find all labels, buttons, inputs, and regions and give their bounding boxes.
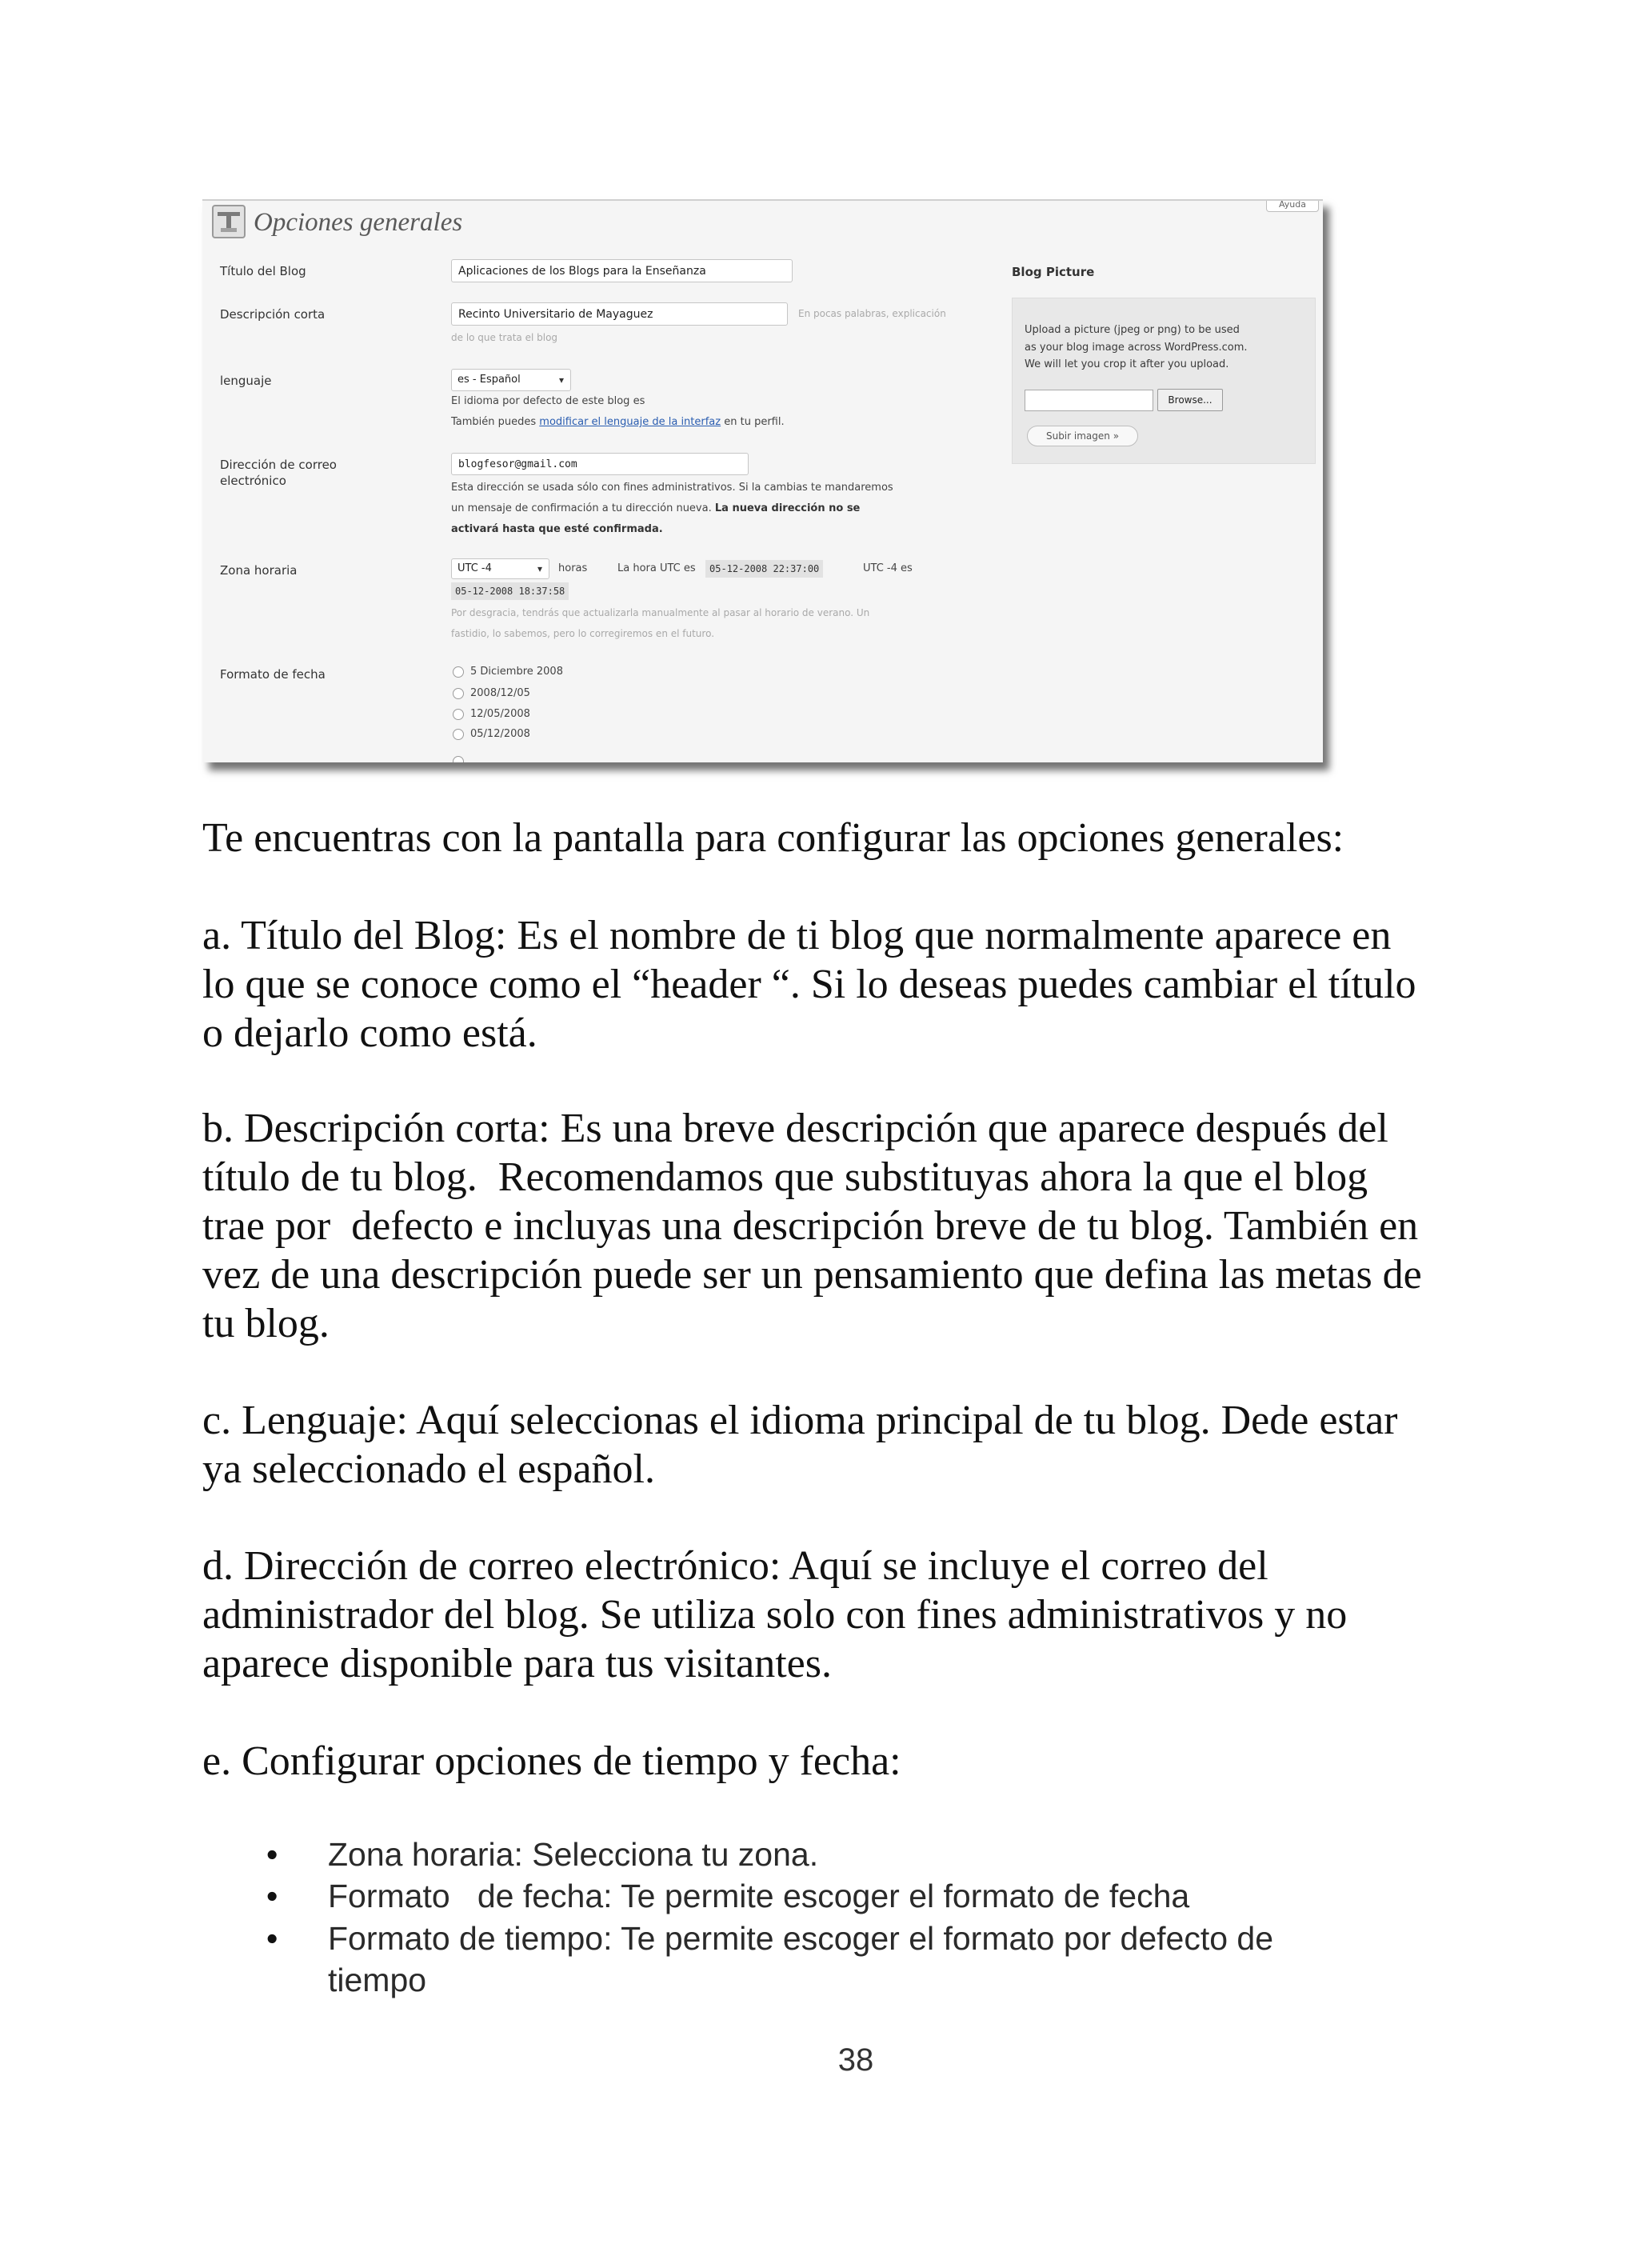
paragraph-line: Te encuentras con la pantalla para configurar las opciones generales: (202, 815, 1344, 861)
date-format-option: 5 Diciembre 2008 (470, 666, 563, 678)
file-path-input[interactable] (1025, 390, 1153, 411)
browse-button[interactable]: Browse... (1157, 389, 1223, 411)
bullet-item-date-format (266, 1875, 1273, 1917)
upload-image-button[interactable]: Subir imagen » (1027, 426, 1138, 446)
date-format-option: 2008/12/05 (470, 687, 530, 699)
bullet-line: tiempo (328, 1962, 427, 1999)
paragraph-line: c. Lenguaje: Aquí seleccionas el idioma principal de tu blog. Dede estar (202, 1398, 1398, 1443)
language-select-value: es - Español (457, 374, 521, 386)
email-note (451, 478, 893, 540)
timezone-select-value: UTC -4 (457, 562, 492, 574)
timezone-note (451, 602, 869, 644)
paragraph-line: b. Descripción corta: Es una breve descripción que aparece después del (202, 1106, 1388, 1151)
date-format-label: Formato de fecha (220, 667, 326, 682)
paragraph-line: administrador del blog. Se utiliza solo con fines administrativos y no (202, 1592, 1348, 1638)
paragraph-line: o dejarlo como está. (202, 1010, 537, 1056)
paragraph-time-date (202, 1737, 901, 1786)
timezone-note-line: fastidio, lo sabemos, pero lo corregiremos en el futuro. (451, 628, 715, 639)
chevron-down-icon: ▾ (558, 374, 564, 386)
blog-title-input[interactable] (451, 259, 793, 282)
bullet-item-time-format (266, 1918, 1273, 2002)
blog-picture-text-line: as your blog image across WordPress.com. (1025, 341, 1248, 354)
language-profile-note-end: en tu perfil. (721, 416, 785, 428)
settings-icon (212, 205, 246, 238)
tagline-input[interactable] (451, 302, 788, 326)
language-note: El idioma por defecto de este blog es (451, 395, 645, 407)
timezone-select[interactable] (451, 558, 549, 579)
bullet-line: Formato de tiempo: Te permite escoger el formato por defecto de (328, 1919, 1274, 1957)
settings-icon-graphic (212, 205, 246, 238)
wordpress-settings-screenshot (202, 199, 1323, 762)
help-tab-label: Ayuda (1279, 199, 1306, 210)
language-profile-note-start: También puedes (451, 416, 540, 428)
date-format-radio[interactable] (453, 666, 464, 678)
blog-picture-text-line: We will let you crop it after you upload. (1025, 358, 1229, 370)
paragraph-line: tu blog. (202, 1301, 330, 1346)
utc-time-value: 05-12-2008 22:37:00 (705, 560, 823, 578)
paragraph-line: trae por defecto e incluyas una descripción breve de tu blog. También en (202, 1203, 1419, 1249)
timezone-label: Zona horaria (220, 563, 298, 578)
tagline-hint: En pocas palabras, explicación (798, 308, 946, 319)
paragraph-line: a. Título del Blog: Es el nombre de ti blog que normalmente aparece en (202, 913, 1392, 958)
bullet-list (266, 1834, 1273, 2002)
bullet-line: Formato de fecha: Te permite escoger el formato de fecha (328, 1878, 1190, 1915)
paragraph-line: e. Configurar opciones de tiempo y fecha: (202, 1738, 901, 1784)
chevron-down-icon: ▾ (537, 563, 542, 574)
blog-picture-heading: Blog Picture (1012, 265, 1095, 279)
timezone-note-line: Por desgracia, tendrás que actualizarla manualmente al pasar al horario de verano. Un (451, 607, 870, 618)
paragraph-blog-title (202, 911, 1416, 1058)
utc-time-label: La hora UTC es (617, 562, 696, 574)
paragraph-language (202, 1396, 1398, 1494)
date-format-option: 05/12/2008 (470, 728, 530, 740)
timezone-unit: horas (558, 562, 588, 574)
language-label: lenguaje (220, 374, 272, 388)
email-label (220, 457, 337, 489)
blog-picture-panel (1012, 298, 1316, 464)
tagline-hint-continued: de lo que trata el blog (451, 332, 558, 343)
paragraph-line: lo que se conoce como el “header “. Si lo deseas puedes cambiar el título (202, 962, 1416, 1007)
bullet-line: Zona horaria: Selecciona tu zona. (328, 1836, 819, 1873)
date-format-option: 12/05/2008 (470, 708, 530, 720)
interface-language-link[interactable]: modificar el lenguaje de la interfaz (539, 416, 721, 428)
date-format-radio[interactable] (453, 709, 464, 720)
email-note-warning: activará hasta que esté confirmada. (451, 523, 663, 535)
email-note-warning: La nueva dirección no se (714, 502, 861, 514)
paragraph-short-description (202, 1104, 1422, 1348)
email-note-text: un mensaje de confirmación a tu dirección nueva. (451, 502, 715, 514)
bullet-icon: • (266, 1919, 278, 1957)
email-note-line: Esta dirección se usada sólo con fines administrativos. Si la cambias te mandaremos (451, 482, 893, 494)
paragraph-line: vez de una descripción puede ser un pensamiento que defina las metas de (202, 1252, 1422, 1298)
help-tab[interactable] (1266, 199, 1319, 212)
paragraph-email (202, 1542, 1347, 1688)
intro-paragraph (202, 814, 1344, 862)
email-field[interactable] (451, 453, 749, 475)
paragraph-line: título de tu blog. Recomendamos que substituyas ahora la que el blog (202, 1154, 1368, 1200)
page-number: 38 (837, 2042, 874, 2078)
paragraph-line: ya seleccionado el español. (202, 1446, 655, 1492)
date-format-radio-partial[interactable] (453, 756, 464, 762)
date-format-radio[interactable] (453, 729, 464, 740)
email-label-line: Dirección de correo (220, 458, 337, 472)
blog-picture-description (1025, 322, 1248, 374)
bullet-icon: • (266, 1878, 278, 1915)
language-profile-note (451, 412, 785, 433)
email-label-line: electrónico (220, 474, 286, 488)
tagline-label: Descripción corta (220, 307, 326, 322)
email-note-line (451, 498, 893, 519)
bullet-icon: • (266, 1836, 278, 1873)
paragraph-line: aparece disponible para tus visitantes. (202, 1641, 832, 1686)
local-time-value: 05-12-2008 18:37:58 (451, 582, 569, 600)
date-format-radio[interactable] (453, 688, 464, 699)
blog-title-label: Título del Blog (220, 264, 306, 278)
page-title: Opciones generales (254, 208, 463, 237)
bullet-item-timezone (266, 1834, 1273, 1875)
local-time-label: UTC -4 es (863, 562, 913, 574)
paragraph-line: d. Dirección de correo electrónico: Aquí se incluye el correo del (202, 1543, 1268, 1589)
language-select[interactable] (451, 369, 571, 391)
email-note-line (451, 519, 893, 540)
blog-picture-text-line: Upload a picture (jpeg or png) to be used (1025, 324, 1240, 336)
